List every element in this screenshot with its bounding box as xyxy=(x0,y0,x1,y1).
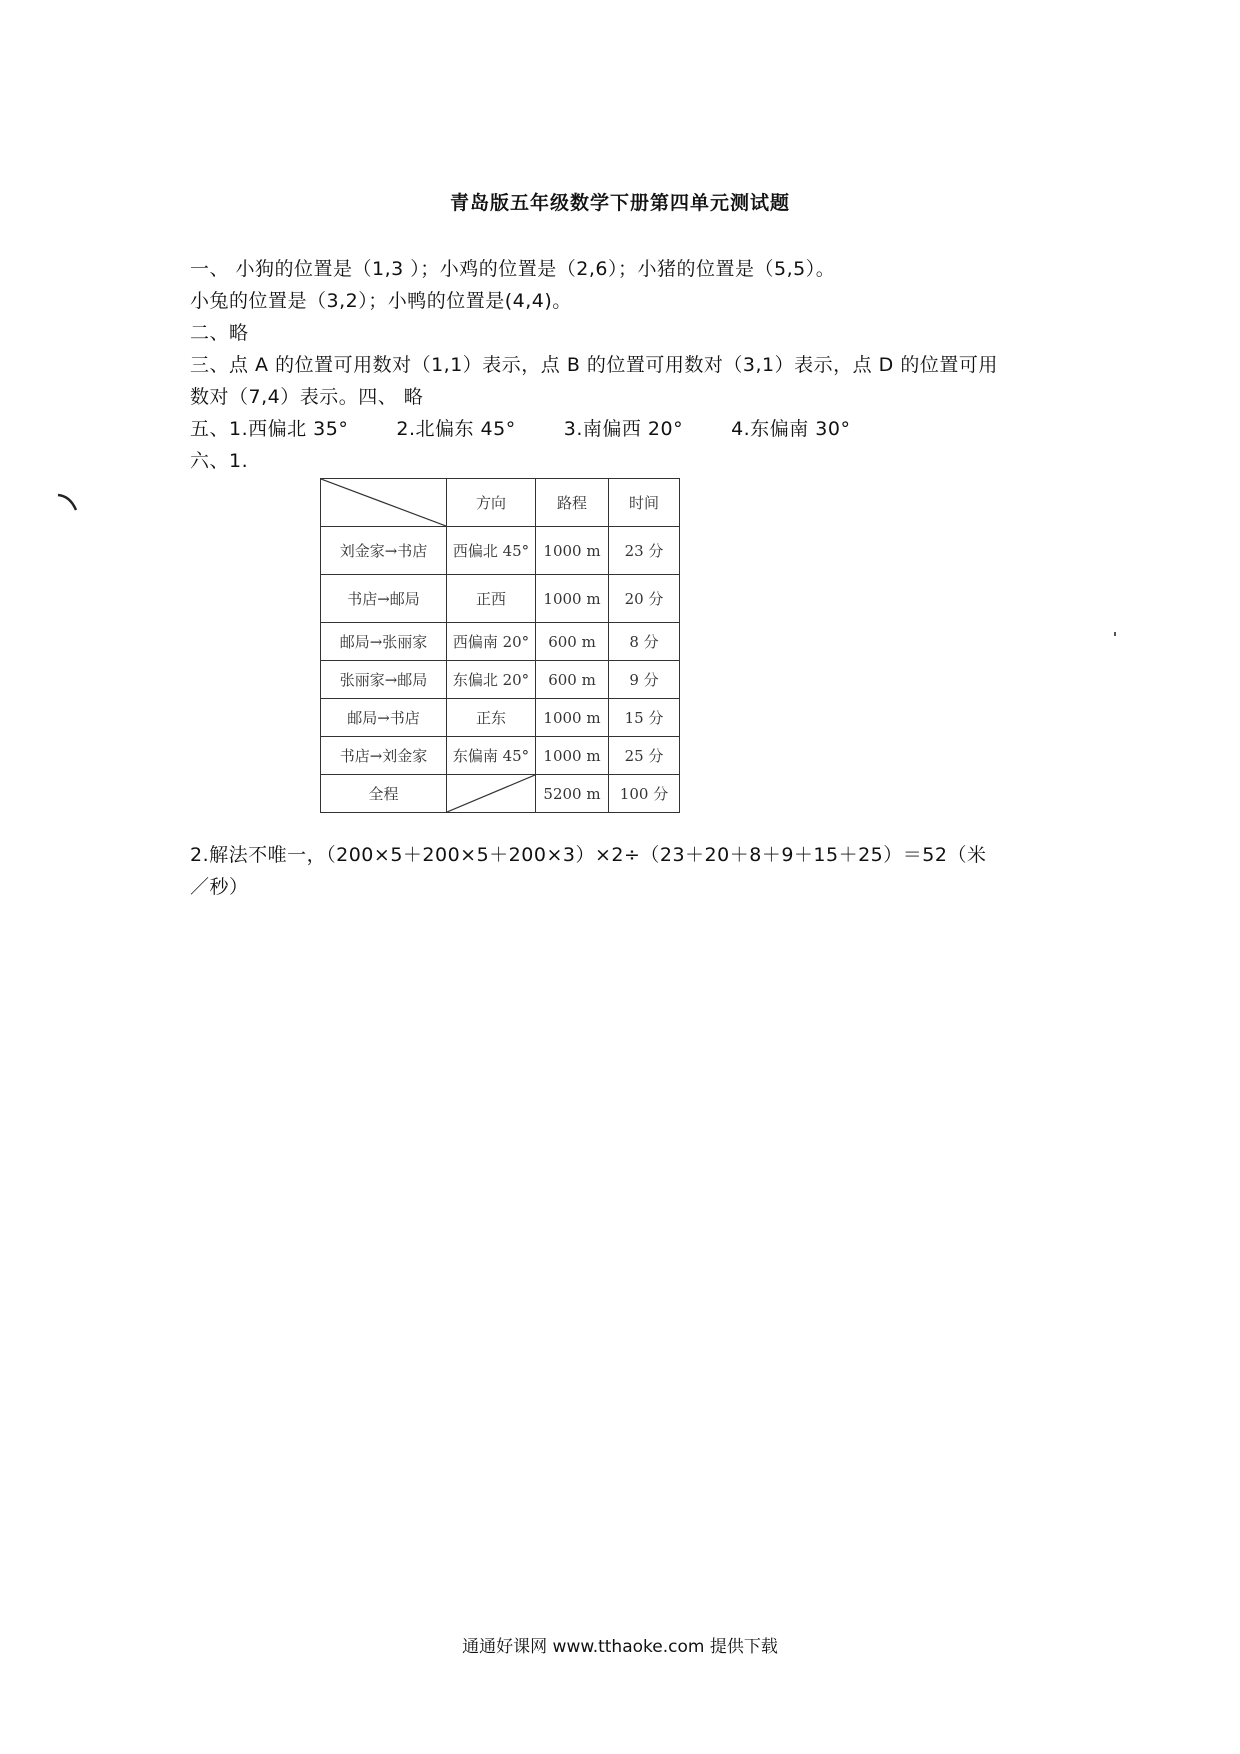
route-cell: 张丽家→邮局 xyxy=(321,661,447,699)
route-table xyxy=(320,478,680,813)
route-cell: 书店→刘金家 xyxy=(321,737,447,775)
route-cell: 邮局→书店 xyxy=(321,699,447,737)
answer-section-1-line-1: 一、 小狗的位置是（1,3 ）；小鸡的位置是（2,6）；小猪的位置是（5,5）。 xyxy=(190,258,836,280)
answer-section-3-line-1: 三、点 A 的位置可用数对（1,1）表示，点 B 的位置可用数对（3,1）表示，点 D 的位置可用 xyxy=(190,354,998,376)
direction-cell: 正东 xyxy=(447,699,536,737)
direction-cell: 东偏北 20° xyxy=(447,661,536,699)
time-cell: 15 分 xyxy=(609,699,680,737)
distance-cell: 1000 m xyxy=(536,527,609,575)
header-direction: 方向 xyxy=(447,479,536,527)
footer-credit: 通通好课网 www.tthaoke.com 提供下载 xyxy=(462,1637,778,1657)
answer-section-5 xyxy=(190,414,850,441)
total-distance: 5200 m xyxy=(536,775,609,813)
header-distance: 路程 xyxy=(536,479,609,527)
time-cell: 23 分 xyxy=(609,527,680,575)
table-row xyxy=(321,527,680,575)
answer-section-6-label: 六、1. xyxy=(190,450,249,472)
total-time: 100 分 xyxy=(609,775,680,813)
route-cell: 邮局→张丽家 xyxy=(321,623,447,661)
answer-section-3-line-2: 数对（7,4）表示。四、 略 xyxy=(190,386,424,408)
section-5-item-1: 1.西偏北 35° xyxy=(229,418,349,440)
table-corner-cell xyxy=(321,479,447,527)
table-row xyxy=(321,699,680,737)
route-cell: 刘金家→书店 xyxy=(321,527,447,575)
time-cell: 9 分 xyxy=(609,661,680,699)
section-5-item-4: 4.东偏南 30° xyxy=(731,418,851,440)
time-cell: 8 分 xyxy=(609,623,680,661)
answer-section-6-part-2-line-2: ／秒） xyxy=(190,876,249,898)
direction-cell: 正西 xyxy=(447,575,536,623)
stray-mark-icon xyxy=(56,492,80,516)
header-time: 时间 xyxy=(609,479,680,527)
direction-cell: 东偏南 45° xyxy=(447,737,536,775)
table-row xyxy=(321,623,680,661)
distance-cell: 1000 m xyxy=(536,737,609,775)
distance-cell: 600 m xyxy=(536,661,609,699)
direction-cell: 西偏南 20° xyxy=(447,623,536,661)
distance-cell: 1000 m xyxy=(536,699,609,737)
section-5-prefix: 五、 xyxy=(190,418,230,440)
section-5-item-2: 2.北偏东 45° xyxy=(396,418,516,440)
distance-cell: 600 m xyxy=(536,623,609,661)
stray-dot xyxy=(1114,632,1116,636)
table-total-row xyxy=(321,775,680,813)
answer-section-1-line-2: 小兔的位置是（3,2）；小鸭的位置是(4,4)。 xyxy=(190,290,572,312)
answer-section-6-part-2-line-1: 2.解法不唯一，（200×5＋200×5＋200×3）×2÷（23＋20＋8＋9＋15＋25）＝52（米 xyxy=(190,844,987,866)
diagonal-line-icon xyxy=(321,479,446,526)
route-cell: 书店→邮局 xyxy=(321,575,447,623)
table-row xyxy=(321,575,680,623)
table-header-row xyxy=(321,479,680,527)
answer-section-2: 二、略 xyxy=(190,322,249,344)
section-5-item-3: 3.南偏西 20° xyxy=(563,418,684,440)
distance-cell: 1000 m xyxy=(536,575,609,623)
page-title: 青岛版五年级数学下册第四单元测试题 xyxy=(449,192,790,214)
time-cell: 20 分 xyxy=(609,575,680,623)
total-label: 全程 xyxy=(321,775,447,813)
total-direction-empty-cell xyxy=(447,775,536,813)
direction-cell: 西偏北 45° xyxy=(447,527,536,575)
table-row xyxy=(321,661,680,699)
time-cell: 25 分 xyxy=(609,737,680,775)
table-row xyxy=(321,737,680,775)
diagonal-line-icon xyxy=(447,775,535,812)
